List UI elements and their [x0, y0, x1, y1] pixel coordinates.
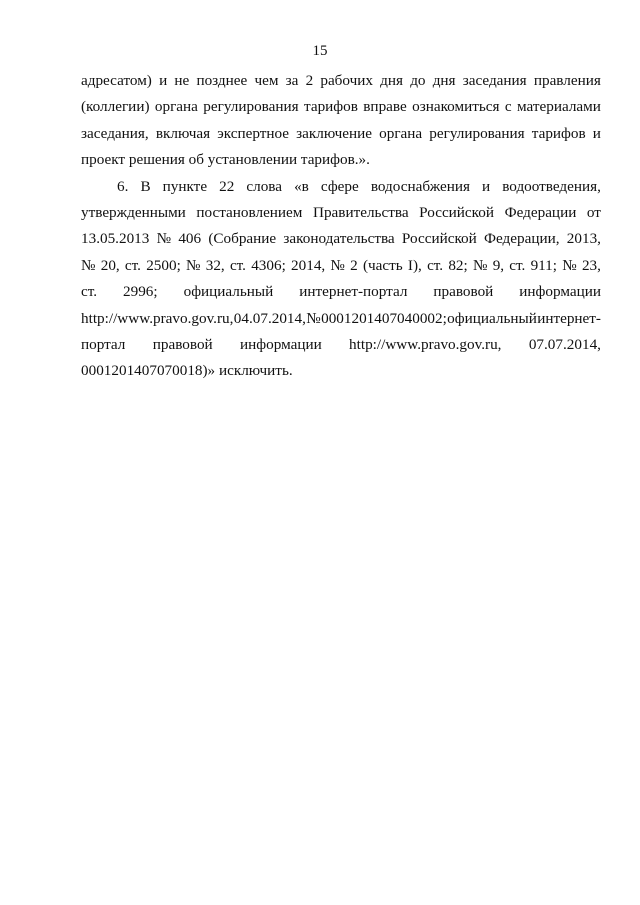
- word: дня: [432, 72, 456, 89]
- word: законодательства: [283, 230, 395, 248]
- word: http://www.pravo.gov.ru,: [81, 309, 234, 327]
- text-line: [81, 200, 601, 226]
- word: 2996;: [123, 283, 158, 301]
- word: 406: [178, 230, 202, 248]
- word: чем: [254, 72, 279, 89]
- paragraph-item-6: [81, 174, 601, 385]
- word: водоотведения,: [502, 177, 601, 195]
- word: №: [81, 256, 96, 274]
- word: №: [306, 309, 321, 327]
- word: водоснабжения: [370, 177, 470, 195]
- word: правовой: [152, 336, 213, 354]
- word: портал: [81, 336, 126, 354]
- word: правовой: [433, 283, 494, 301]
- word: и: [592, 124, 601, 142]
- word: до: [410, 72, 426, 89]
- word: интернет-портал: [299, 283, 408, 301]
- word: и: [159, 72, 168, 89]
- word: интернет-: [537, 309, 601, 327]
- text-line: [81, 306, 601, 332]
- word: 23,: [581, 256, 601, 274]
- word: ст.: [124, 256, 141, 274]
- word: тарифов: [531, 124, 586, 142]
- word: позднее: [196, 72, 248, 89]
- word: №: [562, 256, 577, 274]
- word: информации: [240, 336, 322, 354]
- word: Федерации,: [484, 230, 560, 248]
- word: с: [504, 98, 512, 116]
- word: (коллегии): [81, 98, 150, 116]
- text-line: [81, 121, 601, 147]
- word: информации: [519, 283, 601, 301]
- word: 20,: [100, 256, 120, 274]
- word: 2: [305, 72, 314, 89]
- word: и: [482, 177, 491, 195]
- word: от: [586, 204, 601, 222]
- document-body: [81, 68, 601, 385]
- paragraph-continuation: [81, 68, 601, 174]
- word: Российской: [419, 204, 495, 222]
- word: утвержденными: [81, 204, 186, 222]
- word: 07.07.2014,: [528, 336, 601, 354]
- text-line: [81, 94, 601, 120]
- text-line: [81, 226, 601, 252]
- word: рабочих: [320, 72, 373, 89]
- word: постановлением: [196, 204, 303, 222]
- word: ст.: [81, 283, 98, 301]
- word: дня: [380, 72, 403, 89]
- word: материалами: [517, 98, 601, 116]
- text-line-last: 0001201407070018)» исключить.: [81, 362, 293, 380]
- word: 22: [219, 177, 235, 195]
- word: (Собрание: [208, 230, 277, 248]
- word: Федерации: [504, 204, 577, 222]
- word: заседания: [462, 72, 527, 89]
- word: №: [330, 256, 345, 274]
- word: правления: [533, 72, 601, 89]
- text-line: [81, 279, 601, 305]
- word: 2013,: [566, 230, 601, 248]
- word: №: [472, 256, 488, 274]
- word: Российской: [401, 230, 477, 248]
- text-line: [81, 253, 601, 279]
- word: ст.: [427, 256, 444, 274]
- word: 0001201407040002;: [321, 309, 447, 327]
- word: экспертное: [217, 124, 290, 142]
- word: Правительства: [313, 204, 409, 222]
- word: №: [186, 256, 201, 274]
- word: органа: [154, 98, 198, 116]
- word: 13.05.2013: [81, 230, 150, 248]
- word: не: [174, 72, 190, 89]
- text-line: [81, 68, 601, 94]
- word: http://www.pravo.gov.ru,: [349, 336, 502, 354]
- word: 82;: [448, 256, 468, 274]
- word: ознакомиться: [412, 98, 500, 116]
- word: №: [156, 230, 172, 248]
- word: официальный: [447, 309, 537, 327]
- word: регулирования: [203, 98, 299, 116]
- text-line-last: проект решения об установлении тарифов.».: [81, 151, 370, 169]
- word: тарифов: [304, 98, 358, 116]
- word: 4306;: [251, 256, 286, 274]
- word: 32,: [205, 256, 225, 274]
- word: ст.: [229, 256, 246, 274]
- word: официальный: [183, 283, 274, 301]
- word: заседания,: [81, 124, 149, 142]
- text-line: [81, 332, 601, 358]
- word: за: [285, 72, 299, 89]
- word: «в: [294, 177, 309, 195]
- word: 6.: [117, 177, 129, 195]
- word: регулирования: [429, 124, 525, 142]
- word: I),: [407, 256, 422, 274]
- word: 911;: [530, 256, 557, 274]
- word: вправе: [363, 98, 407, 116]
- word: 2014,: [291, 256, 326, 274]
- word: 2: [350, 256, 358, 274]
- page-number: 15: [312, 43, 328, 59]
- word: 2500;: [146, 256, 181, 274]
- word: ст.: [509, 256, 526, 274]
- word: (часть: [362, 256, 403, 274]
- word: 9,: [492, 256, 505, 274]
- word: 04.07.2014,: [233, 309, 306, 327]
- word: органа: [379, 124, 423, 142]
- text-line: [81, 174, 601, 200]
- word: В: [140, 177, 151, 195]
- word: заключение: [296, 124, 373, 142]
- word: адресатом): [81, 72, 152, 89]
- word: пункте: [162, 177, 208, 195]
- word: слова: [246, 177, 283, 195]
- word: сфере: [320, 177, 359, 195]
- word: включая: [155, 124, 211, 142]
